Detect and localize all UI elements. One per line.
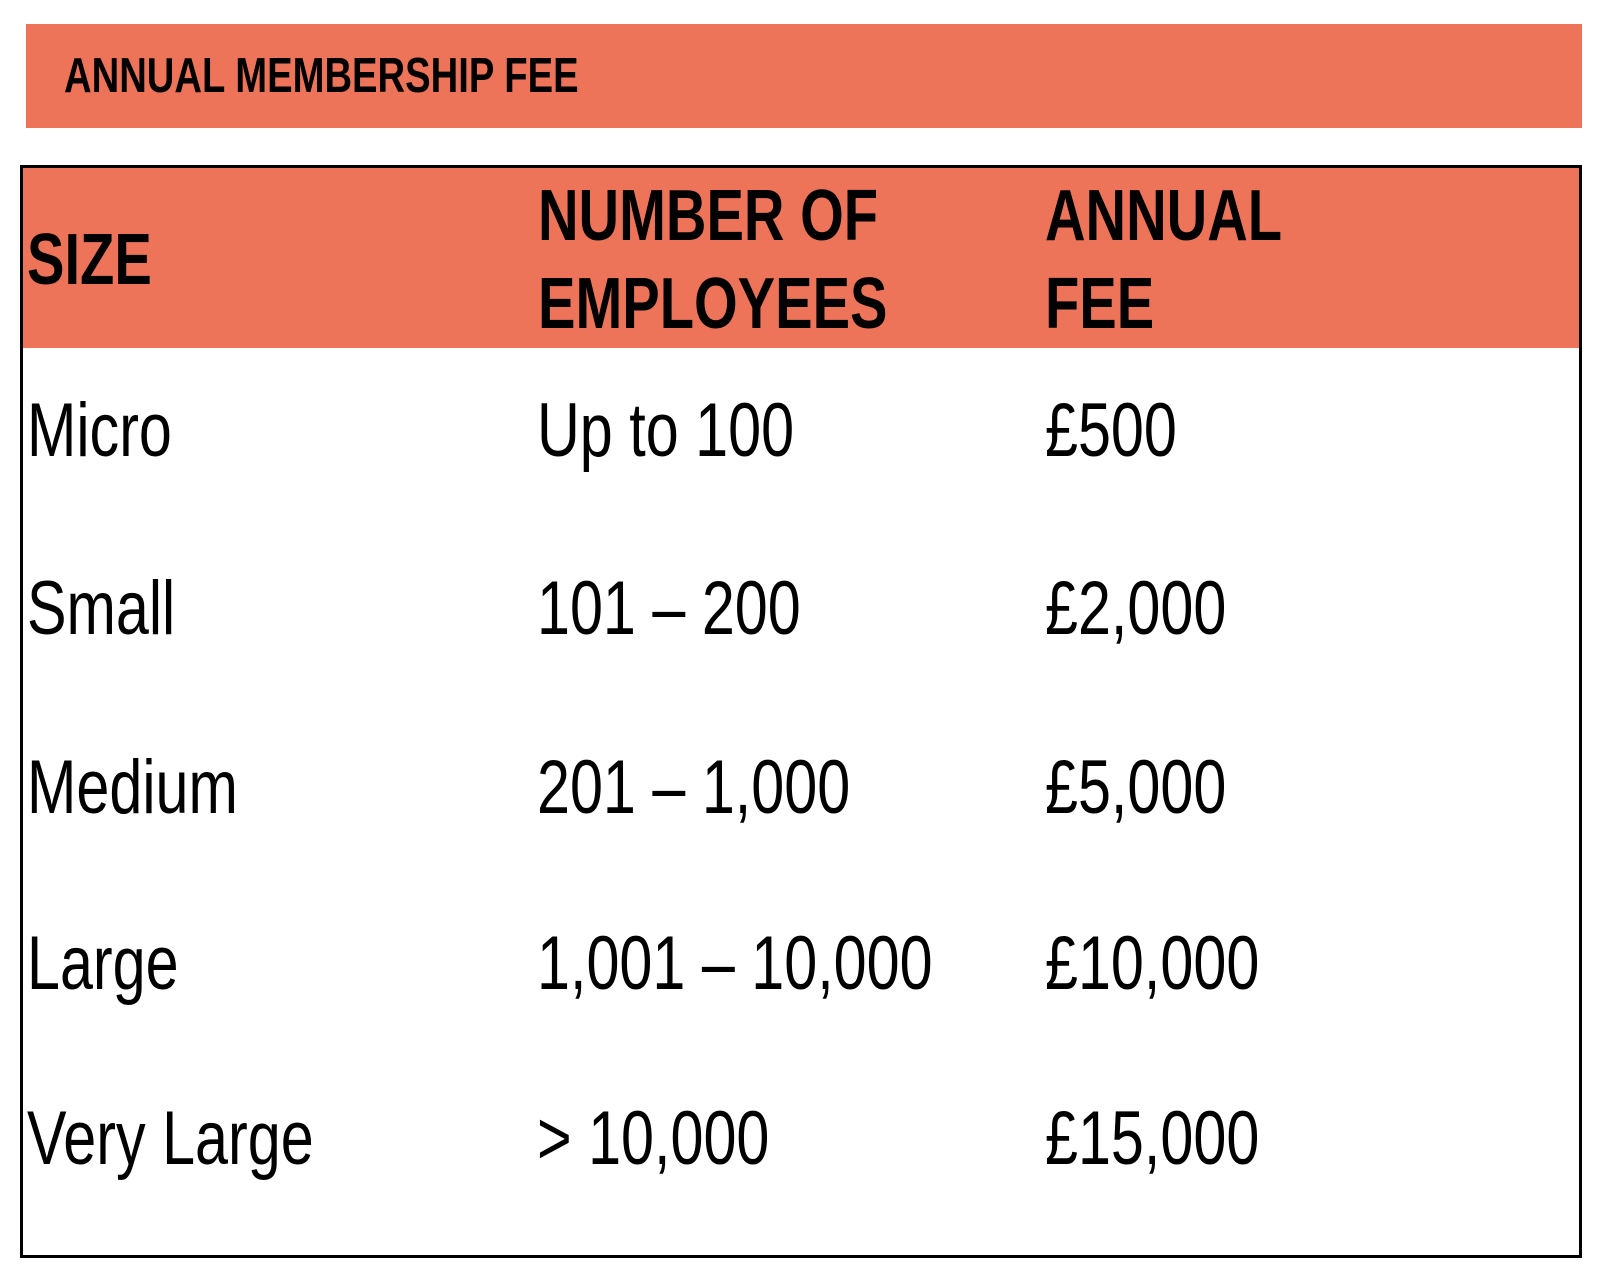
table-row <box>23 559 1579 739</box>
header-number-of-employees: NUMBER OF EMPLOYEES <box>538 176 888 344</box>
row-size: Medium <box>27 745 238 830</box>
row-employees: 201 – 1,000 <box>537 745 851 830</box>
header-annual-fee: ANNUAL FEE <box>1045 176 1282 344</box>
banner-title: ANNUAL MEMBERSHIP FEE <box>64 49 579 103</box>
membership-fee-banner <box>26 24 1582 128</box>
row-fee: £500 <box>1045 388 1177 473</box>
table-header-row <box>23 168 1579 348</box>
table-row <box>23 738 1579 918</box>
table-row <box>23 381 1579 561</box>
table-row <box>23 1089 1579 1269</box>
fee-table <box>20 165 1582 1258</box>
row-size: Large <box>27 921 179 1006</box>
row-fee: £15,000 <box>1045 1096 1260 1181</box>
header-size: SIZE <box>27 220 152 300</box>
row-size: Small <box>27 566 176 651</box>
row-size: Micro <box>27 388 172 473</box>
row-size: Very Large <box>27 1096 314 1181</box>
table-row <box>23 914 1579 1094</box>
row-fee: £2,000 <box>1045 566 1227 651</box>
row-fee: £5,000 <box>1045 745 1227 830</box>
row-employees: Up to 100 <box>537 388 795 473</box>
row-employees: 1,001 – 10,000 <box>537 921 933 1006</box>
row-fee: £10,000 <box>1045 921 1260 1006</box>
row-employees: > 10,000 <box>537 1096 770 1181</box>
row-employees: 101 – 200 <box>537 566 801 651</box>
